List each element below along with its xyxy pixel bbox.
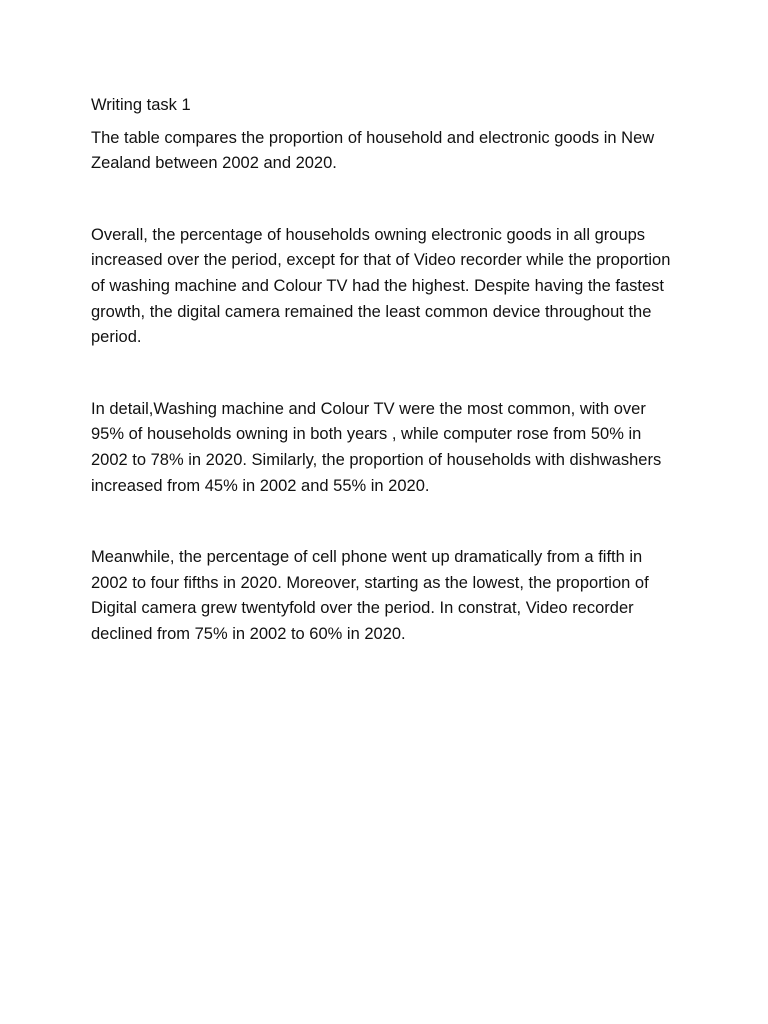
document-heading: Writing task 1 [91,96,191,114]
document-body [91,93,681,694]
paragraph-introduction: The table compares the proportion of household and electronic goods in New Zealand between 2002 and 2020. [91,128,655,173]
paragraph-detail: In detail,Washing machine and Colour TV were the most common, with over 95% of households owning in both years , while computer rose from 50% in 2002 to 78% in 2020. Similarly, the proportion of households with dishwashers increased from 45% in 2002 and 55% in 2020. [91,399,662,495]
paragraph-overview: Overall, the percentage of households owning electronic goods in all groups increased over the period, except for that of Video recorder while the proportion of washing machine and Colour TV had the highest. Despite having the fastest growth, the digital camera remained the least common device throughout the period. [91,225,671,347]
paragraph-comparison: Meanwhile, the percentage of cell phone went up dramatically from a fifth in 2002 to four fifths in 2020. Moreover, starting as the lowest, the proportion of Digital camera grew twentyfold over the period. In constrat, Video recorder declined from 75% in 2002 to 60% in 2020. [91,548,649,643]
